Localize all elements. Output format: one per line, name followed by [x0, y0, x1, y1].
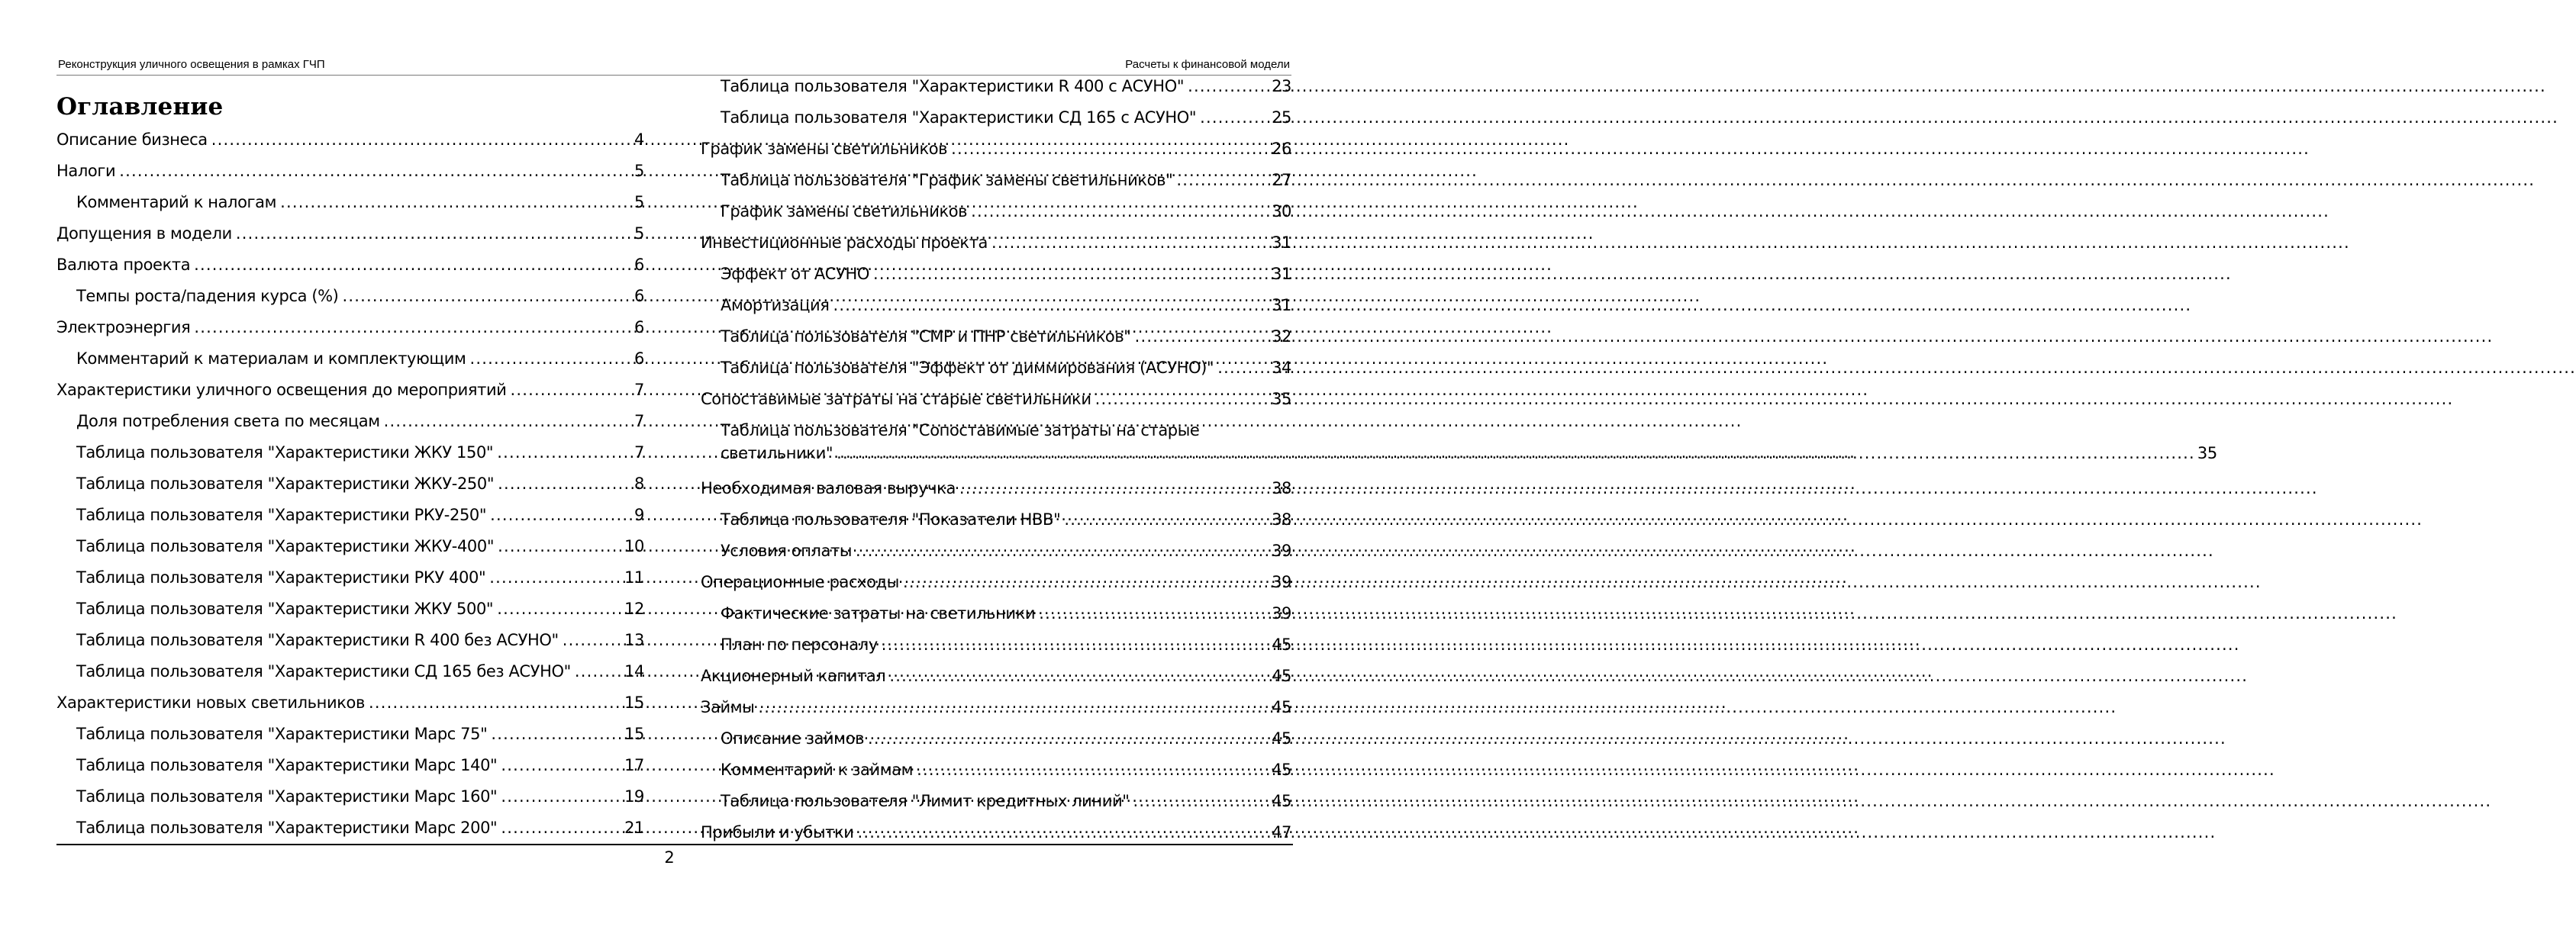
toc-entry-level2[interactable]	[721, 539, 1291, 562]
dot-leader	[498, 535, 622, 558]
toc-entry-page: 21	[624, 819, 644, 837]
toc-entry-level2[interactable]	[76, 722, 644, 745]
toc-entry-level1[interactable]	[56, 222, 644, 245]
toc-entry-text: Описание бизнеса	[56, 130, 208, 149]
toc-entry-level1[interactable]	[56, 253, 644, 276]
dot-leader	[563, 629, 622, 652]
toc-entry-text: Таблица пользователя "Характеристики ЖКУ 500"	[76, 600, 494, 618]
dot-leader	[119, 159, 632, 182]
toc-entry-level2[interactable]	[76, 629, 644, 652]
toc-entry-page: 7	[634, 443, 644, 462]
dot-leader	[497, 441, 632, 464]
toc-entry-page: 9	[634, 506, 644, 524]
dot-leader	[489, 566, 622, 589]
toc-entry-text: График замены светильников	[701, 140, 948, 158]
toc-entry-level1[interactable]	[701, 388, 1291, 410]
dot-leader	[971, 200, 1269, 223]
dot-leader	[575, 660, 622, 683]
toc-entry-level2[interactable]	[76, 816, 644, 839]
dot-leader	[236, 222, 632, 245]
toc-entry-text: Валюта проекта	[56, 256, 191, 274]
toc-entry-text: Таблица пользователя "Показатели НВВ"	[721, 510, 1061, 529]
dot-leader	[856, 539, 1269, 562]
dot-leader	[758, 696, 1269, 719]
toc-entry-level2[interactable]	[721, 169, 1291, 191]
toc-entry-page: 45	[1272, 635, 1291, 654]
page-header	[56, 56, 1291, 76]
toc-entry-level2[interactable]	[721, 602, 1291, 625]
toc-entry-text: Характеристики уличного освещения до мероприятий	[56, 381, 507, 399]
toc-entry-level2[interactable]	[721, 75, 1291, 98]
toc-entry-page: 45	[1272, 667, 1291, 685]
toc-entry-page: 47	[1272, 823, 1291, 841]
toc-entry-page: 17	[624, 756, 644, 774]
toc-entry-page: 45	[1272, 761, 1291, 779]
toc-entry-page: 19	[624, 787, 644, 806]
toc-entry[interactable]	[721, 419, 2217, 465]
dot-leader	[833, 294, 1269, 317]
dot-leader	[1133, 790, 1269, 812]
toc-entry-level1[interactable]	[56, 378, 644, 401]
dot-leader	[1188, 75, 1269, 98]
toc-entry-level2[interactable]	[721, 200, 1291, 223]
toc-entry-text: Доля потребления света по месяцам	[76, 412, 380, 430]
toc-entry-level2[interactable]	[721, 758, 1291, 781]
toc-entry-level2[interactable]	[721, 356, 1291, 379]
toc-entry-text: Налоги	[56, 162, 116, 180]
toc-entry-level1[interactable]	[56, 159, 644, 182]
toc-entry-level2[interactable]	[76, 597, 644, 620]
header-document-title: Реконструкция уличного освещения в рамках ГЧП	[58, 58, 325, 71]
toc-entry-page: 39	[1272, 573, 1291, 591]
toc-entry-page: 39	[1272, 542, 1291, 560]
toc-entry-text: Характеристики новых светильников	[56, 693, 365, 712]
toc-entry-page: 38	[1272, 479, 1291, 497]
dot-leader	[868, 727, 1269, 750]
toc-entry-text: Таблица пользователя "Характеристики ЖКУ 150"	[76, 443, 494, 462]
toc-entry-text: Комментарий к налогам	[76, 193, 277, 211]
toc-entry-page: 6	[634, 318, 644, 336]
toc-entry-page: 45	[1272, 729, 1291, 748]
dot-leader	[1217, 356, 1269, 379]
toc-entry-level2[interactable]	[721, 106, 1291, 129]
dot-leader	[342, 285, 632, 307]
toc-entry-level1[interactable]	[56, 316, 644, 339]
toc-entry-text: Таблица пользователя "Характеристики Марс 75"	[76, 725, 488, 743]
toc-entry-page: 5	[634, 224, 644, 243]
dot-leader	[497, 597, 622, 620]
dot-leader	[490, 504, 632, 526]
toc-entry-page: 6	[634, 287, 644, 305]
toc-entry-text: План по персоналу	[721, 635, 878, 654]
toc-entry-page: 12	[624, 600, 644, 618]
toc-entry-text: Комментарий к материалам и комплектующим	[76, 349, 466, 368]
toc-entry-text: Комментарий к займам	[721, 761, 914, 779]
toc-entry-page: 8	[634, 475, 644, 493]
toc-entry-level2[interactable]	[721, 325, 1291, 348]
toc-entry-level2[interactable]	[76, 191, 644, 214]
toc-entry-level2[interactable]	[76, 410, 644, 433]
toc-entry-text: Необходимая валовая выручка	[701, 479, 956, 497]
toc-entry-text: Амортизация	[721, 296, 830, 314]
toc-entry-level2[interactable]	[76, 285, 644, 307]
dot-leader	[1135, 325, 1270, 348]
toc-entry-text: График замены светильников	[721, 202, 968, 220]
toc-entry-text: Допущения в модели	[56, 224, 232, 243]
toc-entry-level2[interactable]	[76, 441, 644, 464]
dot-leader	[501, 754, 622, 777]
toc-entry-page: 10	[624, 537, 644, 555]
dot-leader	[501, 816, 622, 839]
toc-entry-page: 26	[1272, 140, 1291, 158]
toc-entry-text: Таблица пользователя "СМР и ПНР светильников"	[721, 327, 1131, 346]
toc-entry-page: 31	[1272, 296, 1291, 314]
toc-entry-level1[interactable]	[701, 821, 1291, 844]
toc-entry-level2[interactable]	[721, 633, 1291, 656]
toc-entry-text: Таблица пользователя "Лимит кредитных линий"	[721, 792, 1130, 810]
dot-leader	[369, 691, 622, 714]
toc-entry-level2[interactable]	[721, 294, 1291, 317]
toc-entry-level1[interactable]	[701, 231, 1291, 254]
toc-entry-level2[interactable]	[76, 504, 644, 526]
toc-entry-level2[interactable]	[76, 566, 644, 589]
footer-divider	[56, 844, 1293, 845]
toc-entry-page: 5	[634, 193, 644, 211]
toc-entry-text: Операционные расходы	[701, 573, 899, 591]
dot-leader	[194, 316, 632, 339]
toc-entry-level2[interactable]	[721, 790, 1291, 812]
toc-entry-page: 30	[1272, 202, 1291, 220]
toc-entry-page: 35	[2197, 444, 2217, 462]
toc-entry-text: Таблица пользователя "Характеристики R 400 с АСУНО"	[721, 77, 1185, 95]
toc-entry-level2[interactable]	[721, 262, 1291, 285]
toc-entry-text: Электроэнергия	[56, 318, 191, 336]
dot-leader	[959, 477, 1269, 500]
dot-leader	[1176, 169, 1269, 191]
toc-entry-level1[interactable]	[701, 477, 1291, 500]
toc-entry-text: Таблица пользователя "Характеристики СД 165 без АСУНО"	[76, 662, 571, 681]
toc-entry-level1[interactable]	[701, 664, 1291, 687]
toc-entry-level1[interactable]	[56, 691, 644, 714]
toc-entry-level2[interactable]	[721, 727, 1291, 750]
toc-entry-page: 14	[624, 662, 644, 681]
toc-entry-level2[interactable]	[76, 535, 644, 558]
toc-entry-page: 38	[1272, 510, 1291, 529]
dot-leader	[858, 821, 1270, 844]
toc-entry-page: 45	[1272, 792, 1291, 810]
toc-entry-text-continued: светильники"	[721, 444, 833, 462]
toc-entry-page: 5	[634, 162, 644, 180]
toc-entry-level1[interactable]	[701, 137, 1291, 160]
dot-leader	[889, 664, 1269, 687]
dot-leader	[384, 410, 632, 433]
toc-entry-page: 4	[634, 130, 644, 149]
toc-entry-text: Условия оплаты	[721, 542, 853, 560]
toc-entry-level2[interactable]	[76, 347, 644, 370]
toc-entry-page: 31	[1272, 233, 1291, 252]
toc-entry-page: 6	[634, 349, 644, 368]
toc-entry-level2[interactable]	[76, 472, 644, 495]
dot-leader	[211, 128, 632, 151]
dot-leader	[501, 785, 622, 808]
dot-leader	[991, 231, 1269, 254]
dot-leader	[1095, 388, 1269, 410]
toc-entry-page: 34	[1272, 359, 1291, 377]
toc-entry-text: Таблица пользователя "Характеристики СД 165 с АСУНО"	[721, 108, 1197, 127]
toc-entry-text: Таблица пользователя "Сопоставимые затраты на старые	[721, 421, 1200, 439]
toc-entry-text: Таблица пользователя "Характеристики Марс 140"	[76, 756, 498, 774]
toc-entry-text: Прибыли и убытки	[701, 823, 854, 841]
toc-entry-text: Сопоставимые затраты на старые светильники	[701, 390, 1091, 408]
dot-leader	[1064, 508, 1269, 531]
dot-leader	[951, 137, 1269, 160]
dot-leader	[498, 472, 632, 495]
dot-leader	[491, 722, 622, 745]
toc-entry-level2[interactable]	[721, 508, 1291, 531]
toc-entry-page: 7	[634, 412, 644, 430]
toc-entry-text: Таблица пользователя "Характеристики R 400 без АСУНО"	[76, 631, 559, 649]
dot-leader	[837, 442, 2195, 465]
toc-entry-text: Акционерный капитал	[701, 667, 886, 685]
toc-entry-page: 32	[1272, 327, 1291, 346]
toc-entry-text: Таблица пользователя "Характеристики РКУ 400"	[76, 568, 486, 587]
toc-entry-text: Таблица пользователя "Характеристики РКУ-250"	[76, 506, 487, 524]
toc-entry-text: Займы	[701, 698, 755, 716]
toc-entry-page: 27	[1272, 171, 1291, 189]
dot-leader	[917, 758, 1269, 781]
toc-entry-text: Таблица пользователя "Характеристики ЖКУ-400"	[76, 537, 495, 555]
dot-leader	[280, 191, 632, 214]
toc-entry-page: 15	[624, 693, 644, 712]
dot-leader	[194, 253, 632, 276]
toc-entry-page: 11	[624, 568, 644, 587]
dot-leader	[510, 378, 632, 401]
toc-entry-level1[interactable]	[701, 696, 1291, 719]
dot-leader	[903, 571, 1269, 594]
toc-entry-level2[interactable]	[76, 754, 644, 777]
toc-entry-page: 15	[624, 725, 644, 743]
toc-entry-text: Таблица пользователя "Характеристики Марс 200"	[76, 819, 498, 837]
toc-entry-text: Таблица пользователя "Характеристики Марс 160"	[76, 787, 498, 806]
toc-entry-page: 25	[1272, 108, 1291, 127]
toc-entry-text: Темпы роста/падения курса (%)	[76, 287, 339, 305]
toc-entry-level1[interactable]	[701, 571, 1291, 594]
toc-heading: Оглавление	[56, 93, 224, 121]
toc-entry-level1[interactable]	[56, 128, 644, 151]
toc-entry-page: 23	[1272, 77, 1291, 95]
dot-leader	[1039, 602, 1269, 625]
toc-entry-page: 31	[1272, 265, 1291, 283]
toc-entry-text: Инвестиционные расходы проекта	[701, 233, 988, 252]
toc-entry-text: Фактические затраты на светильники	[721, 604, 1036, 623]
toc-entry-level2[interactable]	[76, 785, 644, 808]
toc-entry-text: Таблица пользователя "График замены светильников"	[721, 171, 1173, 189]
toc-entry-page: 35	[1272, 390, 1291, 408]
toc-entry-text: Таблица пользователя "Характеристики ЖКУ-250"	[76, 475, 495, 493]
dot-leader	[469, 347, 632, 370]
toc-entry-level2[interactable]	[76, 660, 644, 683]
dot-leader	[1200, 106, 1269, 129]
toc-entry-text: Таблица пользователя "Эффект от диммирования (АСУНО)"	[721, 359, 1214, 377]
header-section-title: Расчеты к финансовой модели	[1125, 58, 1290, 71]
dot-leader	[873, 262, 1269, 285]
toc-entry-page: 6	[634, 256, 644, 274]
toc-entry-text: Эффект от АСУНО	[721, 265, 869, 283]
toc-entry-page: 13	[624, 631, 644, 649]
toc-entry-page: 39	[1272, 604, 1291, 623]
dot-leader	[882, 633, 1269, 656]
toc-entry-text: Описание займов	[721, 729, 865, 748]
page-number: 2	[664, 848, 675, 867]
toc-entry-page: 7	[634, 381, 644, 399]
toc-entry-page: 45	[1272, 698, 1291, 716]
